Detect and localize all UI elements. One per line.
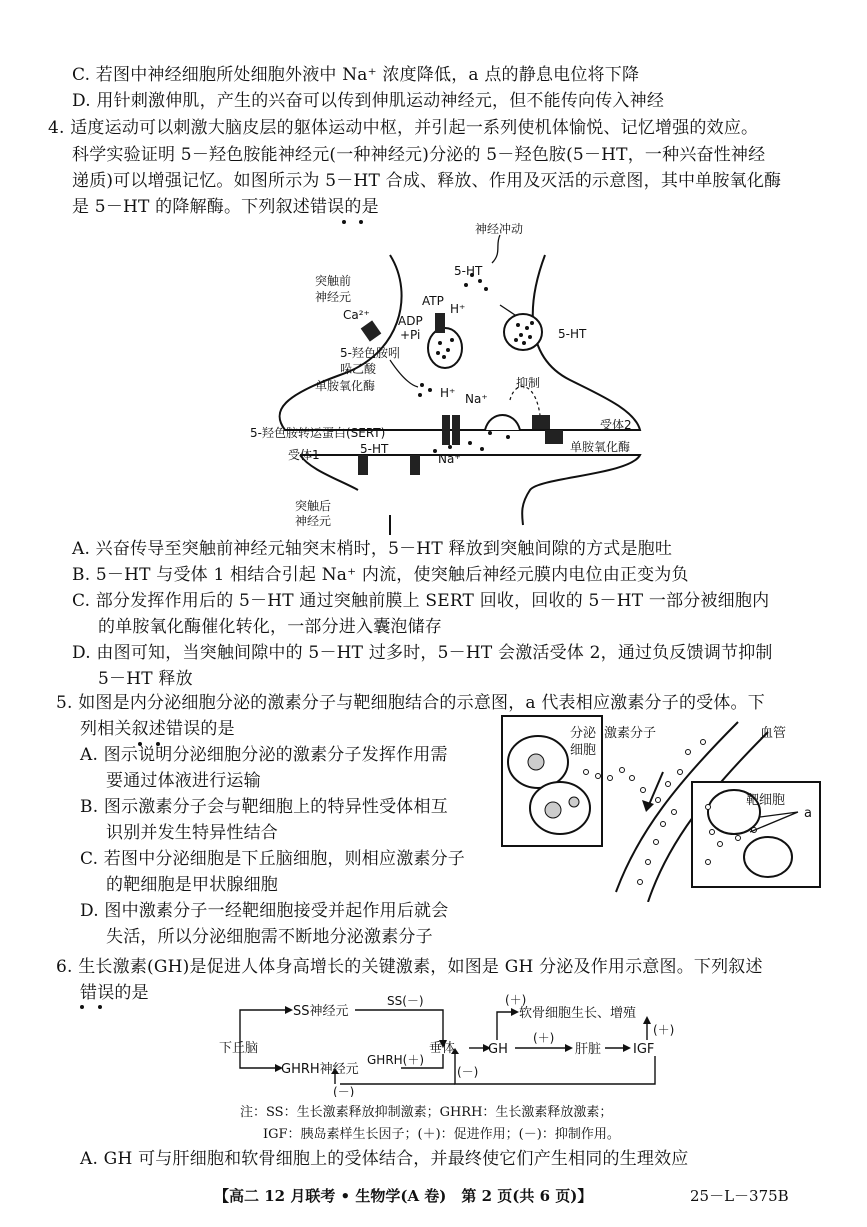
svg-text:突触前: 突触前: [315, 274, 352, 288]
svg-text:IGF: IGF: [633, 1042, 655, 1057]
svg-text:Na⁺: Na⁺: [438, 452, 461, 466]
svg-text:哚乙酸: 哚乙酸: [340, 362, 377, 376]
q4-stem-line-1: 4. 适度运动可以刺激大脑皮层的躯体运动中枢，并引起一系列使机体愉悦、记忆增强的效应。: [48, 118, 759, 138]
q4-option-b: B. 5－HT 与受体 1 相结合引起 Na⁺ 内流，使突触后神经元膜内电位由正变为负: [72, 565, 689, 585]
footer-title: 【高二 12 月联考 • 生物学(A 卷) 第 2 页(共 6 页)】: [214, 1187, 593, 1205]
svg-text:(＋): (＋): [533, 1031, 555, 1045]
atp-pump: [435, 313, 445, 333]
svg-text:抑制: 抑制: [516, 376, 541, 390]
ca-channel: [361, 320, 382, 341]
q4-stem-line-3: 递质)可以增强记忆。如图所示为 5－HT 合成、释放、作用及灭活的示意图，其中单胺氧化酶: [72, 171, 782, 191]
q5-option-a-2: 要通过体液进行运输: [106, 771, 261, 791]
q5-option-a-1: A. 图示说明分泌细胞分泌的激素分子发挥作用需: [80, 745, 448, 765]
q6-note-2: IGF：胰岛素样生长因子；(＋)：促进作用；(－)：抑制作用。: [263, 1127, 620, 1142]
synapse-diagram: [240, 215, 660, 535]
svg-text:单胺氧化酶: 单胺氧化酶: [315, 379, 376, 393]
receptor1: [410, 455, 420, 475]
q5-option-b-1: B. 图示激素分子会与靶细胞上的特异性受体相互: [80, 797, 448, 817]
postsynaptic-membrane: [300, 455, 640, 525]
svg-text:细胞: 细胞: [570, 743, 597, 758]
q5-option-c-2: 的靶细胞是甲状腺细胞: [106, 875, 278, 895]
q5-stem-line-2: 列相关叙述错误的是: [80, 719, 235, 739]
q5-option-d-2: 失活，所以分泌细胞需不断地分泌激素分子: [106, 927, 433, 947]
svg-text:单胺氧化酶: 单胺氧化酶: [570, 440, 631, 454]
svg-text:(＋): (＋): [653, 1023, 675, 1037]
gh-flow-diagram: [215, 992, 695, 1097]
svg-text:SS神经元: SS神经元: [293, 1004, 349, 1019]
q5-stem-line-1: 5. 如图是内分泌细胞分泌的激素分子与靶细胞结合的示意图，a 代表相应激素分子的受体。下: [56, 693, 765, 713]
svg-text:+Pi: +Pi: [400, 328, 421, 342]
svg-text:受体1: 受体1: [288, 448, 320, 462]
svg-text:激素分子: 激素分子: [604, 726, 657, 741]
svg-text:a: a: [804, 806, 812, 821]
q4-option-d-2: 5－HT 释放: [98, 669, 193, 689]
svg-text:5-羟色胺转运蛋白(SERT): 5-羟色胺转运蛋白(SERT): [250, 426, 386, 440]
svg-text:Na⁺: Na⁺: [465, 392, 488, 406]
svg-text:下丘脑: 下丘脑: [219, 1041, 259, 1056]
svg-text:神经元: 神经元: [295, 514, 332, 528]
svg-text:SS(－): SS(－): [387, 994, 424, 1008]
svg-text:5-羟色胺吲: 5-羟色胺吲: [340, 346, 400, 360]
svg-text:(－): (－): [333, 1085, 355, 1097]
q3-option-c: C. 若图中神经细胞所处细胞外液中 Na⁺ 浓度降低，a 点的静息电位将下降: [72, 65, 640, 85]
q3-option-d: D. 用针刺激伸肌，产生的兴奋可以传到伸肌运动神经元，但不能传向传入神经: [72, 91, 665, 111]
footer-code: 25－L－375B: [690, 1187, 789, 1205]
svg-text:5-HT: 5-HT: [360, 442, 389, 456]
q5-option-d-1: D. 图中激素分子一经靶细胞接受并起作用后就会: [80, 901, 449, 921]
mao-enzyme: [545, 430, 563, 444]
receptor2: [532, 415, 550, 429]
svg-text:5-HT: 5-HT: [454, 264, 483, 278]
svg-text:GH: GH: [488, 1042, 508, 1057]
q6-option-a: A. GH 可与肝细胞和软骨细胞上的受体结合，并最终使它们产生相同的生理效应: [80, 1149, 689, 1169]
svg-text:垂体: 垂体: [429, 1041, 456, 1056]
svg-text:分泌: 分泌: [570, 726, 597, 741]
svg-text:突触后: 突触后: [295, 499, 332, 513]
svg-text:ADP: ADP: [398, 314, 423, 328]
svg-text:H⁺: H⁺: [450, 302, 466, 316]
q6-stem-line-2: 错误的是: [80, 983, 149, 1003]
svg-text:Ca²⁺: Ca²⁺: [343, 308, 370, 322]
hormone-diagram: [498, 712, 823, 902]
label-nerve-impulse: 神经冲动: [475, 222, 524, 236]
emphasis-dot: [80, 1005, 84, 1009]
q4-option-c-1: C. 部分发挥作用后的 5－HT 通过突触前膜上 SERT 回收，回收的 5－HT 一部分被细胞内: [72, 591, 770, 611]
svg-text:GHRH神经元: GHRH神经元: [281, 1062, 359, 1077]
svg-text:受体2: 受体2: [600, 418, 632, 432]
q4-stem-line-2: 科学实验证明 5－羟色胺能神经元(一种神经元)分泌的 5－羟色胺(5－HT，一种兴奋性神经: [72, 145, 766, 165]
q6-stem-line-1: 6. 生长激素(GH)是促进人体身高增长的关键激素，如图是 GH 分泌及作用示意图。下列叙述: [56, 957, 763, 977]
svg-text:GHRH(＋): GHRH(＋): [367, 1053, 425, 1067]
q5-option-c-1: C. 若图中分泌细胞是下丘脑细胞，则相应激素分子: [80, 849, 466, 869]
q4-option-d-1: D. 由图可知，当突触间隙中的 5－HT 过多时，5－HT 会激活受体 2，通过负反馈调节抑制: [72, 643, 773, 663]
emphasis-dot: [98, 1005, 102, 1009]
svg-text:5-HT: 5-HT: [558, 327, 587, 341]
svg-text:软骨细胞生长、增殖: 软骨细胞生长、增殖: [519, 1006, 637, 1021]
svg-text:(＋): (＋): [505, 993, 527, 1007]
svg-text:靶细胞: 靶细胞: [746, 793, 786, 808]
svg-text:肝脏: 肝脏: [575, 1042, 602, 1057]
q5-option-b-2: 识别并发生特异性结合: [106, 823, 278, 843]
svg-text:ATP: ATP: [422, 294, 444, 308]
target-cell: [744, 837, 792, 877]
q4-stem-line-4: 是 5－HT 的降解酶。下列叙述错误的是: [72, 197, 379, 217]
svg-text:H⁺: H⁺: [440, 386, 456, 400]
q4-option-a: A. 兴奋传导至突触前神经元轴突末梢时，5－HT 释放到突触间隙的方式是胞吐: [72, 539, 673, 559]
svg-text:血管: 血管: [760, 726, 787, 741]
receptor1: [358, 455, 368, 475]
q4-option-c-2: 的单胺氧化酶催化转化，一部分进入囊泡储存: [98, 617, 442, 637]
svg-text:(－): (－): [457, 1065, 479, 1079]
svg-text:神经元: 神经元: [315, 290, 352, 304]
q6-note-1: 注：SS：生长激素释放抑制激素；GHRH：生长激素释放激素；: [240, 1105, 613, 1120]
sert-protein: [442, 415, 450, 445]
vesicle: [428, 328, 462, 368]
